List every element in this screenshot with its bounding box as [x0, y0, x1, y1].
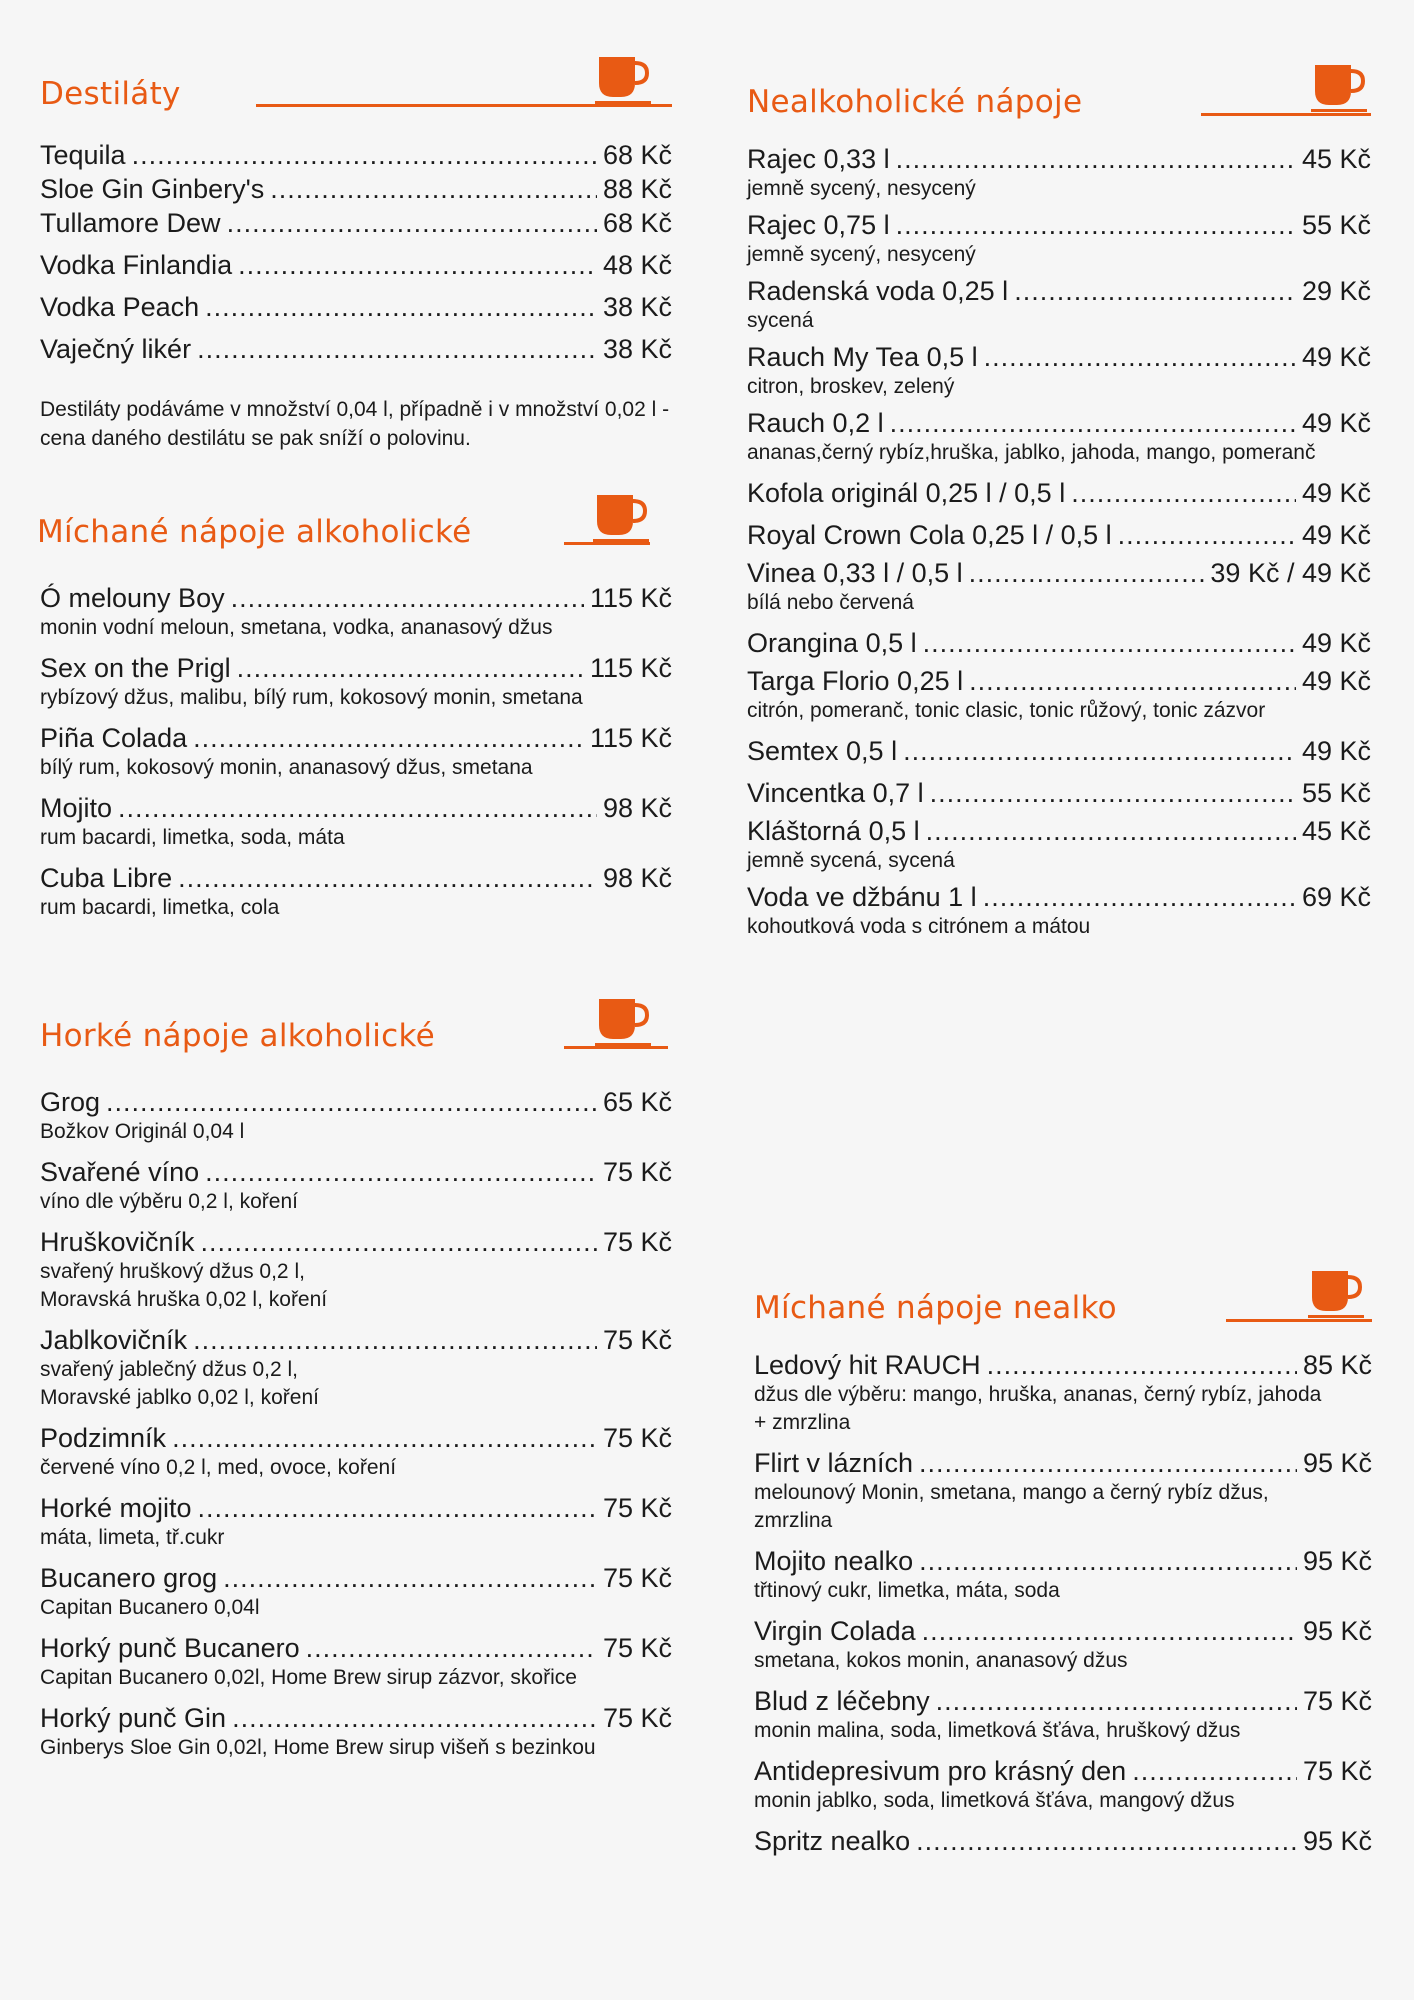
item-price: 45 Kč — [1301, 816, 1371, 846]
item-row — [747, 407, 1371, 439]
item-name: Horké mojito — [40, 1493, 192, 1523]
item-description: citron, broskev, zelený — [747, 375, 955, 398]
item-description: svařený hruškový džus 0,2 l, — [40, 1260, 305, 1283]
section-michane-alkoholicke — [37, 496, 672, 922]
item-name: Kláštorná 0,5 l — [747, 816, 920, 846]
item-row — [747, 477, 1371, 509]
item-price: 75 Kč — [1302, 1756, 1372, 1786]
item-price: 75 Kč — [602, 1563, 672, 1593]
item-price: 55 Kč — [1301, 778, 1371, 808]
item-name: Virgin Colada — [754, 1616, 916, 1646]
menu-item — [747, 777, 1371, 809]
item-row — [40, 1086, 672, 1118]
section-header — [40, 58, 672, 138]
item-description: červené víno 0,2 l, med, ovoce, koření — [40, 1456, 397, 1479]
item-price: 69 Kč — [1301, 882, 1371, 912]
section-header — [747, 66, 1371, 146]
section-title: Míchané nápoje alkoholické — [37, 514, 472, 550]
item-name: Tequila — [40, 140, 126, 170]
item-price: 75 Kč — [602, 1703, 672, 1733]
item-name: Ó melouny Boy — [40, 583, 225, 613]
item-price: 39 Kč / 49 Kč — [1210, 558, 1371, 588]
menu-item — [40, 1086, 672, 1146]
item-name: Targa Florio 0,25 l — [747, 666, 964, 696]
dot-leader — [919, 1545, 1297, 1577]
menu-item — [747, 341, 1371, 401]
item-list — [40, 582, 672, 922]
dot-leader — [1071, 477, 1296, 509]
menu-item — [40, 1422, 672, 1482]
dot-leader — [919, 1447, 1297, 1479]
item-price: 38 Kč — [602, 292, 672, 322]
dot-leader — [193, 722, 584, 754]
item-row — [754, 1825, 1372, 1857]
item-price: 88 Kč — [602, 174, 672, 204]
item-price: 85 Kč — [1302, 1350, 1372, 1380]
item-name: Podzimník — [40, 1423, 167, 1453]
item-row — [40, 862, 672, 894]
menu-item — [747, 519, 1371, 551]
item-row — [754, 1615, 1372, 1647]
item-name: Jablkovičník — [40, 1325, 188, 1355]
item-row — [40, 582, 672, 614]
item-price: 49 Kč — [1301, 342, 1371, 372]
item-name: Vaječný likér — [40, 334, 192, 364]
item-row — [754, 1545, 1372, 1577]
item-list — [754, 1349, 1372, 1857]
item-price: 98 Kč — [602, 793, 672, 823]
item-name: Semtex 0,5 l — [747, 736, 898, 766]
menu-item — [754, 1349, 1372, 1437]
dot-leader — [197, 333, 597, 365]
item-row — [40, 173, 672, 205]
item-price: 115 Kč — [589, 723, 672, 753]
destilaty-note: Destiláty podáváme v množství 0,04 l, případně i v množství 0,02 l - cena daného destilátu se pak sníží o polovinu. — [40, 398, 670, 450]
item-row — [40, 722, 672, 754]
item-list — [747, 143, 1371, 941]
item-price: 95 Kč — [1302, 1448, 1372, 1478]
item-list — [40, 139, 672, 365]
section-destilaty — [40, 58, 672, 453]
item-price: 95 Kč — [1302, 1546, 1372, 1576]
dot-leader — [983, 881, 1296, 913]
item-description: ananas,černý rybíz,hruška, jablko, jahoda, mango, pomeranč — [747, 441, 1316, 464]
item-price: 49 Kč — [1301, 478, 1371, 508]
item-name: Vinea 0,33 l / 0,5 l — [747, 558, 963, 588]
dot-leader — [936, 1685, 1297, 1717]
dot-leader — [205, 291, 597, 323]
menu-item — [40, 1324, 672, 1412]
item-name: Rauch 0,2 l — [747, 408, 884, 438]
dot-leader — [969, 665, 1296, 697]
menu-item — [754, 1447, 1372, 1535]
menu-item — [754, 1755, 1372, 1815]
item-description: rybízový džus, malibu, bílý rum, kokosový monin, smetana — [40, 686, 583, 709]
item-name: Mojito nealko — [754, 1546, 914, 1576]
item-price: 95 Kč — [1302, 1616, 1372, 1646]
item-description: kohoutková voda s citrónem a mátou — [747, 915, 1091, 938]
dot-leader — [306, 1632, 597, 1664]
section-horke-alkoholicke — [40, 1000, 672, 1762]
coffee-cup-icon — [1308, 1267, 1364, 1319]
menu-item — [40, 249, 672, 281]
menu-item — [754, 1615, 1372, 1675]
item-row — [747, 209, 1371, 241]
dot-leader — [238, 249, 597, 281]
item-row — [747, 627, 1371, 659]
menu-item — [754, 1825, 1372, 1857]
item-name: Sex on the Prigl — [40, 653, 231, 683]
item-name: Cuba Libre — [40, 863, 173, 893]
item-description: rum bacardi, limetka, cola — [40, 896, 280, 919]
item-name: Bucanero grog — [40, 1563, 218, 1593]
item-price: 49 Kč — [1301, 736, 1371, 766]
section-header — [40, 1000, 672, 1080]
menu-item — [747, 143, 1371, 203]
item-row — [40, 1492, 672, 1524]
coffee-cup-icon — [1311, 61, 1367, 113]
dot-leader — [930, 777, 1296, 809]
item-row — [747, 815, 1371, 847]
item-description: Capitan Bucanero 0,04l — [40, 1596, 260, 1619]
item-price: 68 Kč — [602, 208, 672, 238]
menu-item — [40, 207, 672, 239]
item-name: Radenská voda 0,25 l — [747, 276, 1009, 306]
item-description: Capitan Bucanero 0,02l, Home Brew sirup zázvor, skořice — [40, 1666, 577, 1689]
section-title: Destiláty — [40, 76, 181, 112]
item-description: bílá nebo červená — [747, 591, 914, 614]
item-name: Rajec 0,75 l — [747, 210, 890, 240]
item-price: 48 Kč — [602, 250, 672, 280]
dot-leader — [969, 557, 1205, 589]
dot-leader — [231, 582, 584, 614]
dot-leader — [896, 209, 1296, 241]
item-row — [40, 333, 672, 365]
menu-item — [40, 1632, 672, 1692]
item-name: Antidepresivum pro krásný den — [754, 1756, 1127, 1786]
item-row — [40, 1226, 672, 1258]
item-description: jemně sycený, nesycený — [747, 177, 976, 200]
dot-leader — [227, 207, 597, 239]
item-description: Moravská hruška 0,02 l, koření — [40, 1288, 328, 1311]
item-name: Vodka Finlandia — [40, 250, 233, 280]
dot-leader — [1118, 519, 1296, 551]
menu-item — [40, 652, 672, 712]
item-description: monin jablko, soda, limetková šťáva, mangový džus — [754, 1789, 1235, 1812]
menu-item — [747, 881, 1371, 941]
item-description: jemně sycená, sycená — [747, 849, 955, 872]
item-name: Grog — [40, 1087, 101, 1117]
item-description: džus dle výběru: mango, hruška, ananas, černý rybíz, jahoda — [754, 1383, 1322, 1406]
item-description: jemně sycený, nesycený — [747, 243, 976, 266]
menu-item — [40, 1702, 672, 1762]
item-row — [40, 1562, 672, 1594]
section-title: Nealkoholické nápoje — [747, 84, 1083, 120]
item-description: rum bacardi, limetka, soda, máta — [40, 826, 345, 849]
item-description: smetana, kokos monin, ananasový džus — [754, 1649, 1128, 1672]
dot-leader — [922, 1615, 1297, 1647]
dot-leader — [118, 792, 597, 824]
section-michane-nealko — [754, 1272, 1372, 1857]
dot-leader — [205, 1156, 597, 1188]
menu-item — [40, 1226, 672, 1314]
item-row — [40, 652, 672, 684]
dot-leader — [1132, 1755, 1297, 1787]
item-name: Ledový hit RAUCH — [754, 1350, 981, 1380]
menu-item — [754, 1545, 1372, 1605]
item-price: 75 Kč — [602, 1423, 672, 1453]
item-name: Sloe Gin Ginbery's — [40, 174, 265, 204]
item-description: + zmrzlina — [754, 1411, 851, 1434]
item-name: Royal Crown Cola 0,25 l / 0,5 l — [747, 520, 1112, 550]
item-row — [754, 1685, 1372, 1717]
menu-item — [747, 665, 1371, 725]
item-description: monin vodní meloun, smetana, vodka, ananasový džus — [40, 616, 553, 639]
dot-leader — [890, 407, 1296, 439]
item-name: Rajec 0,33 l — [747, 144, 890, 174]
item-description: monin malina, soda, limetková šťáva, hruškový džus — [754, 1719, 1241, 1742]
item-name: Spritz nealko — [754, 1826, 911, 1856]
dot-leader — [896, 143, 1296, 175]
item-row — [40, 1422, 672, 1454]
menu-item — [40, 1492, 672, 1552]
item-row — [40, 1632, 672, 1664]
item-row — [40, 291, 672, 323]
menu-item — [747, 815, 1371, 875]
menu-item — [40, 1562, 672, 1622]
item-name: Blud z léčebny — [754, 1686, 930, 1716]
item-row — [40, 249, 672, 281]
item-price: 115 Kč — [589, 583, 672, 613]
item-row — [40, 139, 672, 171]
item-name: Vincentka 0,7 l — [747, 778, 924, 808]
menu-item — [747, 275, 1371, 335]
item-row — [747, 341, 1371, 373]
dot-leader — [984, 341, 1296, 373]
dot-leader — [1014, 275, 1296, 307]
item-name: Horký punč Bucanero — [40, 1633, 300, 1663]
menu-item — [40, 173, 672, 205]
item-name: Voda ve džbánu 1 l — [747, 882, 977, 912]
item-name: Orangina 0,5 l — [747, 628, 917, 658]
item-price: 75 Kč — [1302, 1686, 1372, 1716]
dot-leader — [193, 1324, 597, 1356]
item-description: třtinový cukr, limetka, máta, soda — [754, 1579, 1060, 1602]
item-price: 75 Kč — [602, 1157, 672, 1187]
menu-item — [40, 291, 672, 323]
menu-item — [40, 139, 672, 171]
item-price: 75 Kč — [602, 1325, 672, 1355]
item-description: Moravské jablko 0,02 l, koření — [40, 1386, 319, 1409]
dot-leader — [923, 627, 1296, 659]
item-price: 29 Kč — [1301, 276, 1371, 306]
menu-item — [754, 1685, 1372, 1745]
item-price: 45 Kč — [1301, 144, 1371, 174]
item-row — [754, 1755, 1372, 1787]
item-description: Božkov Originál 0,04 l — [40, 1120, 245, 1143]
dot-leader — [201, 1226, 597, 1258]
dot-leader — [132, 139, 597, 171]
coffee-cup-icon — [595, 995, 651, 1047]
section-underline — [1201, 113, 1371, 116]
item-row — [40, 1324, 672, 1356]
menu-item — [40, 582, 672, 642]
section-title: Míchané nápoje nealko — [754, 1290, 1117, 1326]
item-description: svařený jablečný džus 0,2 l, — [40, 1358, 298, 1381]
menu-item — [747, 209, 1371, 269]
item-price: 75 Kč — [602, 1493, 672, 1523]
coffee-cup-icon — [595, 53, 651, 105]
item-price: 49 Kč — [1301, 666, 1371, 696]
item-name: Tullamore Dew — [40, 208, 221, 238]
item-row — [40, 207, 672, 239]
menu-item — [747, 627, 1371, 659]
item-price: 75 Kč — [602, 1227, 672, 1257]
dot-leader — [232, 1702, 597, 1734]
item-name: Vodka Peach — [40, 292, 200, 322]
dot-leader — [178, 862, 597, 894]
section-header — [37, 496, 672, 576]
menu-item — [40, 792, 672, 852]
item-name: Flirt v lázních — [754, 1448, 914, 1478]
item-row — [747, 735, 1371, 767]
item-name: Kofola originál 0,25 l / 0,5 l — [747, 478, 1066, 508]
item-price: 49 Kč — [1301, 520, 1371, 550]
section-title: Horké nápoje alkoholické — [40, 1018, 436, 1054]
item-row — [747, 665, 1371, 697]
item-name: Svařené víno — [40, 1157, 200, 1187]
item-description: bílý rum, kokosový monin, ananasový džus, smetana — [40, 756, 533, 779]
dot-leader — [903, 735, 1296, 767]
menu-item — [747, 557, 1371, 617]
item-name: Hruškovičník — [40, 1227, 195, 1257]
item-row — [747, 557, 1371, 589]
item-name: Piña Colada — [40, 723, 188, 753]
item-price: 68 Kč — [602, 140, 672, 170]
item-price: 98 Kč — [602, 863, 672, 893]
item-row — [747, 519, 1371, 551]
section-underline — [1226, 1319, 1372, 1322]
item-row — [747, 777, 1371, 809]
item-row — [40, 792, 672, 824]
item-row — [40, 1702, 672, 1734]
item-description: citrón, pomeranč, tonic clasic, tonic růžový, tonic zázvor — [747, 699, 1266, 722]
dot-leader — [237, 652, 584, 684]
item-price: 55 Kč — [1301, 210, 1371, 240]
coffee-cup-icon — [593, 491, 649, 543]
menu-item — [747, 407, 1371, 467]
item-description: víno dle výběru 0,2 l, koření — [40, 1190, 298, 1213]
menu-item — [747, 735, 1371, 767]
item-row — [747, 881, 1371, 913]
section-nealkoholicke — [747, 66, 1371, 941]
item-price: 49 Kč — [1301, 408, 1371, 438]
item-description: Ginberys Sloe Gin 0,02l, Home Brew sirup višeň s bezinkou — [40, 1736, 596, 1759]
item-name: Rauch My Tea 0,5 l — [747, 342, 978, 372]
dot-leader — [172, 1422, 597, 1454]
dot-leader — [926, 815, 1296, 847]
dot-leader — [106, 1086, 597, 1118]
menu-item — [40, 722, 672, 782]
dot-leader — [987, 1349, 1297, 1381]
item-row — [747, 275, 1371, 307]
dot-leader — [223, 1562, 597, 1594]
dot-leader — [198, 1492, 597, 1524]
item-price: 75 Kč — [602, 1633, 672, 1663]
item-description: melounový Monin, smetana, mango a černý rybíz džus, — [754, 1481, 1269, 1504]
item-price: 115 Kč — [589, 653, 672, 683]
dot-leader — [916, 1825, 1297, 1857]
item-row — [754, 1447, 1372, 1479]
menu-item — [40, 1156, 672, 1216]
menu-item — [40, 333, 672, 365]
item-price: 49 Kč — [1301, 628, 1371, 658]
item-description: zmrzlina — [754, 1509, 833, 1532]
item-row — [747, 143, 1371, 175]
item-description: sycená — [747, 309, 814, 332]
item-price: 65 Kč — [602, 1087, 672, 1117]
item-price: 95 Kč — [1302, 1826, 1372, 1856]
item-row — [754, 1349, 1372, 1381]
item-price: 38 Kč — [602, 334, 672, 364]
item-list — [40, 1086, 672, 1762]
menu-item — [747, 477, 1371, 509]
item-name: Horký punč Gin — [40, 1703, 227, 1733]
dot-leader — [270, 173, 597, 205]
menu-item — [40, 862, 672, 922]
item-row — [40, 1156, 672, 1188]
section-header — [754, 1272, 1372, 1352]
item-description: máta, limeta, tř.cukr — [40, 1526, 225, 1549]
item-name: Mojito — [40, 793, 113, 823]
